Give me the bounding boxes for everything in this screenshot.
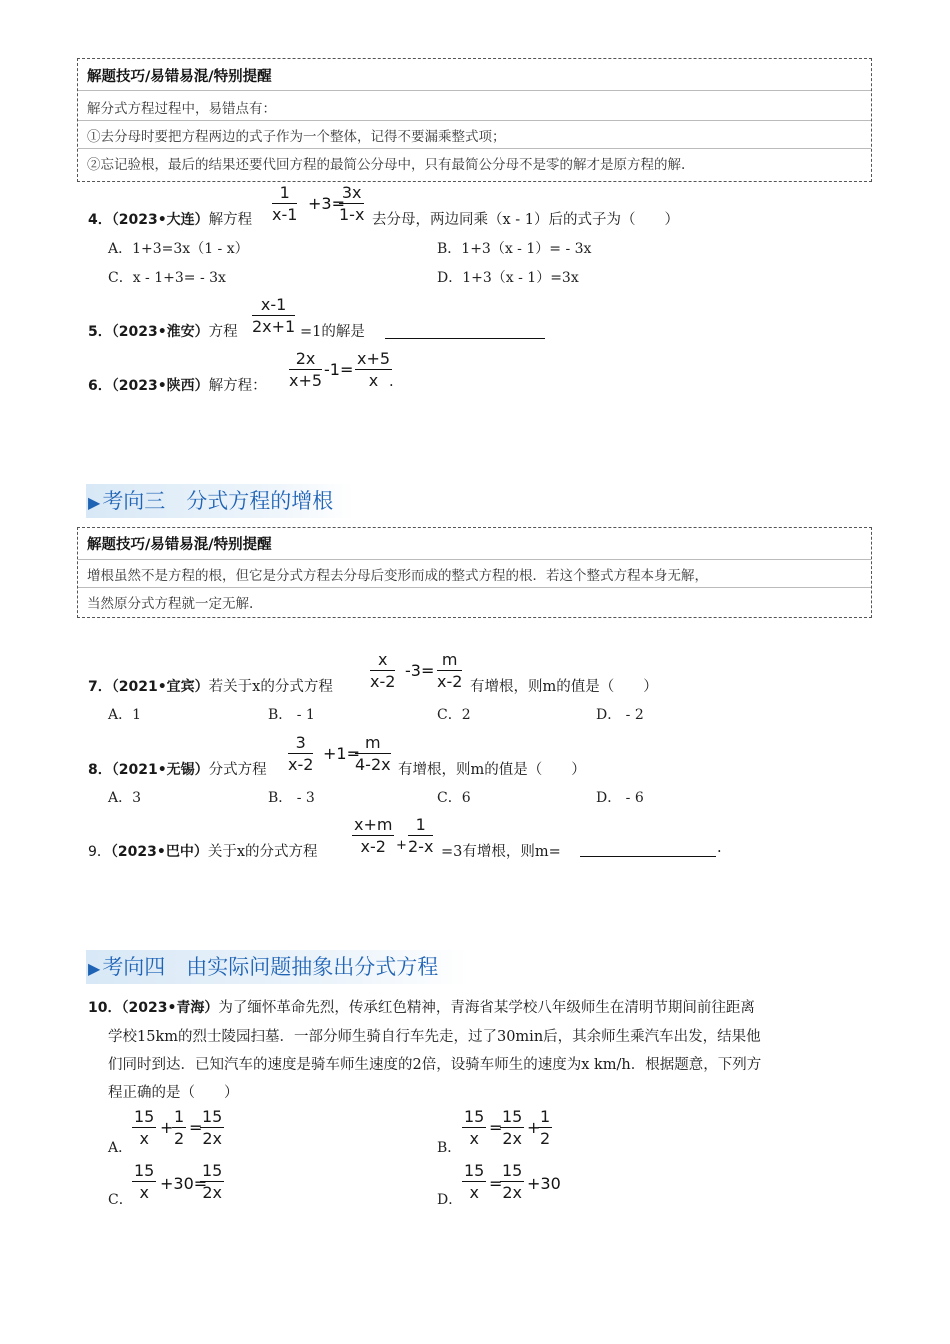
question-5-prefix — [88, 320, 238, 341]
question-text: 若关于x的分式方程 — [208, 679, 333, 695]
option-c[interactable]: C． — [108, 1192, 133, 1208]
tip-box-2 — [77, 527, 872, 618]
question-number: 9． — [88, 844, 111, 860]
fraction-denominator: 2x — [202, 1183, 222, 1202]
fraction — [289, 350, 322, 390]
fraction — [355, 350, 392, 390]
question-source: （2023•大连） — [111, 212, 209, 228]
fraction-numerator: 1 — [174, 1107, 185, 1126]
question-number: 7． — [88, 679, 112, 695]
question-number: 8． — [88, 762, 112, 778]
fraction-denominator: x — [368, 371, 379, 390]
option-b[interactable]: B． - 3 — [268, 790, 315, 806]
fraction-numerator: m — [437, 651, 462, 671]
option-a[interactable]: A．3 — [108, 790, 142, 806]
fraction — [132, 1162, 156, 1202]
fraction — [132, 1108, 156, 1148]
option-b[interactable]: B． — [437, 1140, 462, 1156]
question-text: 分式方程 — [208, 762, 267, 778]
fraction-numerator: 15 — [202, 1161, 223, 1180]
fraction-denominator: x — [469, 1183, 479, 1202]
option-d[interactable]: D．1+3（x - 1）=3x — [437, 270, 579, 286]
section-heading-4 — [86, 950, 468, 984]
fraction-denominator: x-2 — [288, 755, 314, 774]
question-number: 10． — [88, 1000, 122, 1016]
fraction-denominator: x — [469, 1129, 479, 1148]
fraction-denominator: x+5 — [289, 371, 323, 390]
fraction-denominator: 2x — [502, 1129, 522, 1148]
question-7-prefix — [88, 675, 333, 696]
tip-line: 解分式方程过程中，易错点有： — [87, 101, 276, 117]
fraction-denominator: 2-x — [408, 837, 434, 856]
fraction-numerator: m — [355, 734, 391, 754]
fraction-denominator: 2x — [202, 1129, 222, 1148]
question-text: . — [389, 374, 394, 390]
question-text: 程正确的是（ ） — [108, 1085, 239, 1101]
section-title: 考向三 分式方程的增根 — [102, 489, 334, 513]
question-6-prefix — [88, 374, 267, 395]
fraction — [288, 734, 313, 774]
option-c[interactable]: C．6 — [437, 790, 471, 806]
question-4-prefix — [88, 208, 252, 229]
option-c[interactable]: C．x - 1+3= - 3x — [108, 270, 226, 286]
fraction — [500, 1162, 524, 1202]
fraction-numerator: 15 — [464, 1107, 485, 1126]
question-text: . — [717, 840, 722, 856]
question-text: 学校15km的烈士陵园扫墓．一部分师生骑自行车先走，过了30min后，其余师生乘汽车出发，结果他 — [108, 1029, 761, 1045]
question-source: （2021•无锡） — [111, 762, 209, 778]
fraction — [462, 1162, 486, 1202]
math-operator: + — [160, 1118, 174, 1137]
fraction-denominator: 1-x — [339, 205, 365, 224]
math-operator: = — [489, 1174, 503, 1193]
question-number: 6． — [88, 378, 112, 394]
fraction-numerator: x+m — [354, 815, 393, 834]
math-operator: + — [527, 1118, 541, 1137]
option-b[interactable]: B． - 1 — [268, 707, 315, 723]
tip-line: 当然原分式方程就一定无解. — [87, 596, 254, 612]
fraction — [252, 296, 295, 336]
fraction — [462, 1108, 486, 1148]
fraction — [355, 734, 391, 774]
question-text: 们同时到达．已知汽车的速度是骑车师生速度的2倍，设骑车师生的速度为x km/h．根据题意，下列方 — [108, 1057, 762, 1073]
fraction-denominator: x-2 — [360, 837, 386, 856]
question-source: （2021•宜宾） — [111, 679, 209, 695]
question-text: 关于x的分式方程 — [207, 844, 318, 860]
math-operator: = — [489, 1118, 503, 1137]
question-text: 解方程 — [208, 212, 253, 228]
fraction-numerator: 3x — [339, 184, 364, 204]
fraction-numerator: 15 — [202, 1107, 223, 1126]
question-10-prefix — [88, 996, 755, 1017]
fraction-numerator: 2x — [289, 350, 322, 370]
question-9-prefix — [88, 840, 318, 861]
fraction-numerator: 3 — [288, 734, 313, 754]
question-source: （2023•淮安） — [111, 324, 209, 340]
question-number: 4． — [88, 212, 112, 228]
fraction — [370, 651, 395, 691]
question-text: =3有增根，则m= — [441, 844, 561, 860]
fraction — [437, 651, 462, 691]
tip-line: ①去分母时要把方程两边的式子作为一个整体，记得不要漏乘整式项； — [87, 129, 506, 145]
fraction-numerator: 15 — [134, 1161, 155, 1180]
triangle-icon: ▶ — [88, 493, 101, 512]
fraction — [200, 1162, 224, 1202]
math-operator: +1= — [323, 744, 360, 763]
tip-line: ②忘记验根，最后的结果还要代回方程的最简公分母中，只有最简公分母不是零的解才是原方程的解. — [87, 157, 686, 173]
question-source: （2023•巴中） — [110, 844, 208, 860]
math-operator: -3= — [405, 661, 435, 680]
option-b[interactable]: B．1+3（x - 1）= - 3x — [437, 241, 592, 257]
option-a[interactable]: A． — [108, 1140, 133, 1156]
fraction-denominator: 2 — [540, 1129, 551, 1148]
fraction-denominator: x-2 — [370, 672, 396, 691]
answer-blank[interactable] — [385, 338, 545, 339]
question-source: （2023•青海） — [121, 1000, 219, 1016]
option-d[interactable]: D． - 2 — [596, 707, 644, 723]
fraction — [339, 184, 364, 224]
question-text: 解方程： — [208, 378, 267, 394]
section-heading-3 — [86, 484, 354, 518]
fraction-denominator: 4-2x — [355, 755, 391, 774]
tip-line: 增根虽然不是方程的根，但它是分式方程去分母后变形而成的整式方程的根．若这个整式方程本身无解， — [87, 568, 708, 584]
fraction-denominator: x-2 — [437, 672, 463, 691]
fraction-denominator: 2x — [502, 1183, 522, 1202]
option-c[interactable]: C．2 — [437, 707, 471, 723]
math-operator: +3= — [308, 194, 345, 213]
math-operator: = — [189, 1118, 203, 1137]
option-d[interactable]: D． - 6 — [596, 790, 644, 806]
math-operator: -1= — [324, 360, 354, 379]
fraction — [172, 1108, 186, 1148]
fraction — [272, 184, 297, 224]
fraction — [500, 1108, 524, 1148]
question-text: =1的解是 — [300, 324, 365, 340]
question-text: 去分母，两边同乘（x - 1）后的式子为（ ） — [372, 212, 680, 228]
fraction-numerator: x+5 — [357, 349, 391, 368]
fraction-numerator: x — [370, 651, 395, 671]
question-text: 为了缅怀革命先烈，传承红色精神，青海省某学校八年级师生在清明节期间前往距离 — [218, 1000, 755, 1016]
fraction — [408, 816, 433, 856]
tip-box-title: 解题技巧/易错易混/特别提醒 — [87, 69, 272, 85]
question-8-prefix — [88, 758, 267, 779]
math-operator: +30= — [160, 1174, 208, 1193]
option-a[interactable]: A．1+3=3x（1 - x） — [108, 241, 249, 257]
fraction-denominator: 2x+1 — [252, 317, 296, 336]
tip-box-1 — [77, 58, 872, 182]
fraction-denominator: x — [139, 1183, 149, 1202]
fraction-numerator: 15 — [464, 1161, 485, 1180]
question-number: 5． — [88, 324, 112, 340]
question-text: 有增根，则m的值是（ ） — [398, 762, 586, 778]
triangle-icon: ▶ — [88, 959, 101, 978]
fraction-denominator: 2 — [174, 1129, 185, 1148]
fraction — [352, 816, 394, 856]
question-source: （2023•陕西） — [111, 378, 209, 394]
fraction-numerator: 1 — [540, 1107, 551, 1126]
fraction-numerator: 1 — [272, 184, 297, 204]
fraction — [538, 1108, 552, 1148]
question-text: 有增根，则m的值是（ ） — [470, 679, 658, 695]
answer-blank[interactable] — [580, 856, 716, 857]
option-a[interactable]: A．1 — [108, 707, 142, 723]
fraction-numerator: 15 — [502, 1161, 523, 1180]
math-operator: +30 — [527, 1174, 561, 1193]
option-d[interactable]: D． — [437, 1192, 463, 1208]
fraction-numerator: 15 — [134, 1107, 155, 1126]
fraction-numerator: x-1 — [252, 296, 295, 316]
section-title: 考向四 由实际问题抽象出分式方程 — [102, 955, 439, 979]
fraction — [200, 1108, 224, 1148]
fraction-denominator: x-1 — [272, 205, 298, 224]
fraction-numerator: 1 — [408, 816, 433, 836]
tip-box-title: 解题技巧/易错易混/特别提醒 — [87, 537, 272, 553]
math-operator: + — [396, 838, 407, 853]
fraction-denominator: x — [139, 1129, 149, 1148]
question-text: 方程 — [208, 324, 238, 340]
fraction-numerator: 15 — [502, 1107, 523, 1126]
